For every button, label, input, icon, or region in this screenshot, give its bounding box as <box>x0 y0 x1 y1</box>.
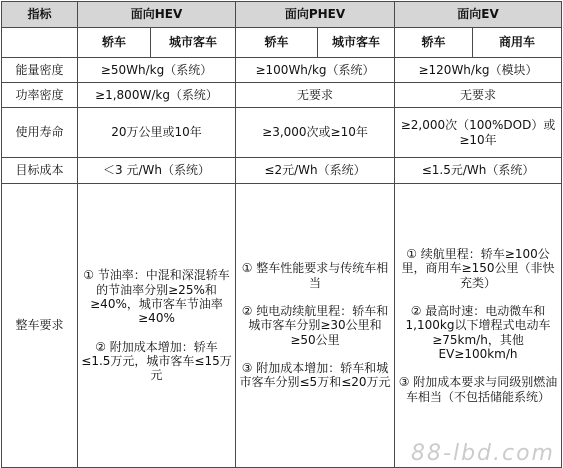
row-target-cost <box>2 158 562 184</box>
req-phev-item-3: ③ 附加成本增加：轿车和城市客车分别≤5万和≤20万元 <box>239 361 391 390</box>
cell-req-ev <box>395 184 562 468</box>
req-ev-item-1: ① 续航里程：轿车≥100公里，商用车≥150公里（非快充类） <box>401 246 555 290</box>
subheader-ev-car: 轿车 <box>395 28 473 58</box>
subheader-row <box>2 28 562 58</box>
header-ev: 面向EV <box>395 2 562 28</box>
header-hev: 面向HEV <box>78 2 236 28</box>
subheader-phev-bus: 城市客车 <box>318 28 395 58</box>
subheader-blank <box>2 28 78 58</box>
req-hev-item-1: ① 节油率：中混和深混轿车的节油率分别≥25%和≥40%，城市客车节油率≥40% <box>83 268 230 326</box>
req-ev-item-3: ③ 附加成本要求与同级别燃油车相当（不包括储能系统） <box>398 375 558 404</box>
row-service-life <box>2 108 562 158</box>
subheader-phev-car: 轿车 <box>236 28 318 58</box>
watermark: 88-lbd.com <box>411 441 555 466</box>
cell-req-phev <box>236 184 395 468</box>
label-vehicle-req: 整车要求 <box>2 184 78 468</box>
label-target-cost: 目标成本 <box>2 158 78 184</box>
label-service-life: 使用寿命 <box>2 108 78 158</box>
req-phev-item-2: ② 纯电动续航里程：轿车和城市客车分别≥30公里和≥50公里 <box>241 303 389 347</box>
cell-power-ev: 无要求 <box>395 83 562 108</box>
row-energy-density <box>2 58 562 83</box>
cell-req-hev <box>78 184 236 468</box>
cell-life-phev: ≥3,000次或≥10年 <box>236 108 395 158</box>
header-metric: 指标 <box>2 2 78 28</box>
cell-energy-phev: ≥100Wh/kg（系统） <box>236 58 395 83</box>
cell-energy-ev: ≥120Wh/kg（模块） <box>395 58 562 83</box>
label-energy-density: 能量密度 <box>2 58 78 83</box>
row-vehicle-req <box>2 184 562 468</box>
subheader-hev-bus: 城市客车 <box>151 28 236 58</box>
req-hev-item-2: ② 附加成本增加：轿车≤1.5万元，城市客车≤15万元 <box>81 339 232 383</box>
header-phev: 面向PHEV <box>236 2 395 28</box>
req-phev-item-1: ① 整车性能要求与传统车相当 <box>241 261 389 290</box>
cell-life-hev: 20万公里或10年 <box>78 108 236 158</box>
battery-spec-table <box>1 1 562 468</box>
subheader-ev-commercial: 商用车 <box>473 28 562 58</box>
cell-life-ev: ≥2,000次（100%DOD）或≥10年 <box>395 108 562 158</box>
cell-power-hev: ≥1,800W/kg（系统） <box>78 83 236 108</box>
header-row <box>2 2 562 28</box>
cell-energy-hev: ≥50Wh/kg（系统） <box>78 58 236 83</box>
subheader-hev-car: 轿车 <box>78 28 151 58</box>
cell-power-phev: 无要求 <box>236 83 395 108</box>
cell-cost-phev: ≤2元/Wh（系统） <box>236 158 395 184</box>
label-power-density: 功率密度 <box>2 83 78 108</box>
row-power-density <box>2 83 562 108</box>
cell-cost-hev: ＜3 元/Wh（系统） <box>78 158 236 184</box>
req-ev-item-2: ② 最高时速：电动微车和1,100kg以下增程式电动车≥75km/h，其他EV≥100km/h <box>405 303 551 362</box>
cell-cost-ev: ≤1.5元/Wh（系统） <box>395 158 562 184</box>
